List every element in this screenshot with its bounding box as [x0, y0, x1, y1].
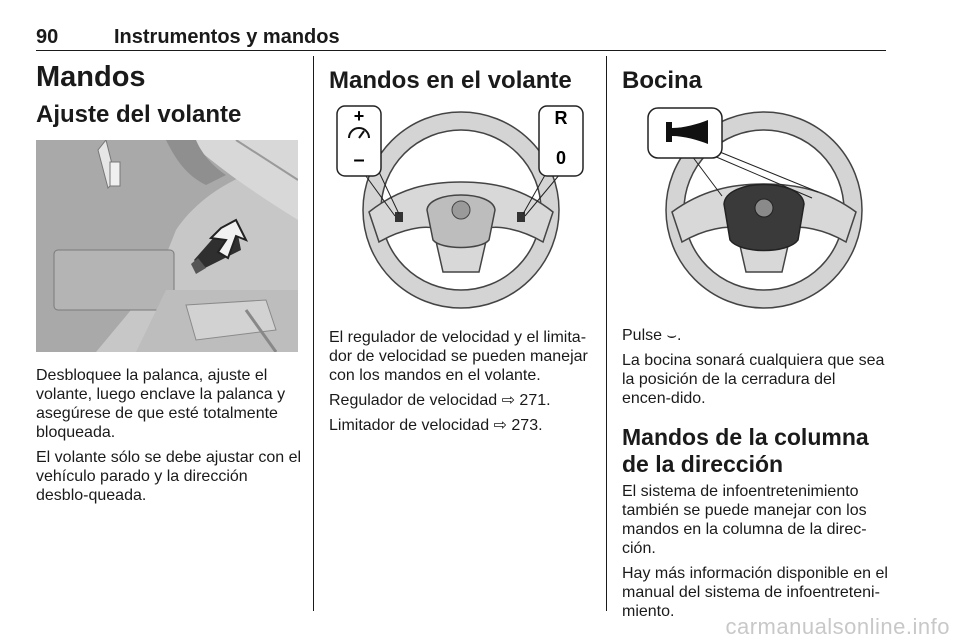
column-wheel-controls-text [329, 328, 595, 441]
paragraph: Hay más información disponible en el manual del sistema de infoentreteni-miento. [622, 565, 888, 620]
horn-steering-wheel-illustration [622, 100, 884, 312]
section-heading: Mandos en el volante [329, 67, 572, 94]
paragraph: Limitador de velocidad ⇨ 273. [329, 417, 543, 434]
column-steering-adjust [36, 60, 300, 130]
section-heading: Mandos de la columna de la dirección [622, 424, 869, 477]
subsection-heading: Ajuste del volante [36, 101, 242, 128]
paragraph: Desbloquee la palanca, ajuste el volante, luego enclave la palanca y asegúrese de que esté totalmente bloqueada. [36, 367, 286, 441]
column-divider [606, 56, 607, 611]
paragraph: El volante sólo se debe ajustar con el vehículo parado y la dirección desblo-queada. [36, 449, 302, 504]
watermark: carmanualsonline.info [725, 614, 950, 639]
column-horn [622, 60, 886, 96]
cruise-minus-label: – [353, 149, 365, 171]
column-wheel-controls [329, 60, 591, 96]
resume-label: R [554, 108, 568, 128]
section-heading: Mandos [36, 61, 146, 93]
column-steering-adjust-text [36, 366, 302, 511]
page-number: 90 [36, 26, 59, 48]
paragraph: El sistema de infoentretenimiento también se puede manejar con los mandos en la columna de la direc-ción. [622, 483, 867, 557]
page-header [36, 26, 886, 51]
cruise-plus-label: + [353, 106, 365, 126]
steering-wheel-controls-illustration [329, 100, 591, 312]
page-header-title: Instrumentos y mandos [114, 26, 340, 48]
column-divider [313, 56, 314, 611]
paragraph: Regulador de velocidad ⇨ 271. [329, 392, 551, 409]
column-horn-text [622, 326, 888, 627]
off-label: 0 [555, 148, 567, 168]
paragraph: Pulse ⌣. [622, 327, 682, 344]
paragraph: El regulador de velocidad y el limita-dor de velocidad se pueden manejar con los mandos en el volante. [329, 329, 588, 384]
paragraph: La bocina sonará cualquiera que sea la posición de la cerradura del encen-dido. [622, 352, 885, 407]
section-heading: Bocina [622, 67, 703, 94]
steering-column-lever-illustration [36, 140, 298, 352]
